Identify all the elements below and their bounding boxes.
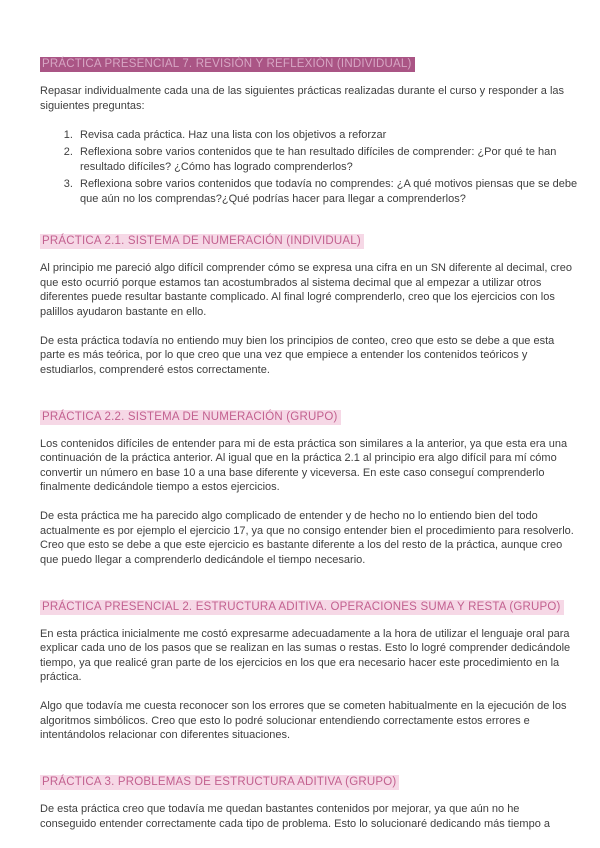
section-practica-2-2 xyxy=(40,392,578,568)
section-heading: PRÁCTICA 2.1. SISTEMA DE NUMERACIÓN (INDIVIDUAL) xyxy=(40,234,364,249)
paragraph: De esta práctica todavía no entiendo muy bien los principios de conteo, creo que esto se debe a que esta parte es más teórica, por lo que creo que una vez que empiece a entender los contenidos teóricos y estudiarlos, comprenderé estos correctamente. xyxy=(40,334,555,376)
paragraph: Al principio me pareció algo difícil comprender cómo se expresa una cifra en un SN diferente al decimal, creo que esto ocurrió porque estamos tan acostumbrados al sistema decimal que al empezar a utilizar otros diferentes puede resultar bastante complicado. Al final logré comprenderlo, creo que los ejercicios con los palillos ayudaron bastante en ello. xyxy=(40,262,572,318)
section-practica-presencial-2 xyxy=(40,582,578,743)
paragraph: Algo que todavía me cuesta reconocer son los errores que se cometen habitualmente en la ejecución de los algoritmos simbólicos. Creo que esto lo podré solucionar entendiendo correctamente estos errores e intentándolos relacionar con diferentes situaciones. xyxy=(40,700,567,741)
section-heading: PRÁCTICA 3. PROBLEMAS DE ESTRUCTURA ADITIVA (GRUPO) xyxy=(40,775,399,790)
section-heading: PRÁCTICA 2.2. SISTEMA DE NUMERACIÓN (GRUPO) xyxy=(40,410,341,425)
section-heading: PRÁCTICA PRESENCIAL 2. ESTRUCTURA ADITIVA. OPERACIONES SUMA Y RESTA (GRUPO) xyxy=(40,600,564,615)
paragraph: Repasar individualmente cada una de las siguientes prácticas realizadas durante el curso y responder a las siguientes preguntas: xyxy=(40,85,565,112)
section-practica-2-1 xyxy=(40,216,578,377)
paragraph: De esta práctica creo que todavía me quedan bastantes contenidos por mejorar, ya que aún no he conseguido entender correctamente cada tipo de problema. Esto lo solucionaré dedicando más tiempo a xyxy=(40,803,550,830)
list-item: 1. Revisa cada práctica. Haz una lista con los objetivos a reforzar xyxy=(76,128,578,143)
list-item: 2. Reflexiona sobre varios contenidos que te han resultado difíciles de comprender: ¿Por qué te han resultado difíciles? ¿Cómo has logrado comprenderlos? xyxy=(76,145,578,174)
list-item: 3. Reflexiona sobre varios contenidos que todavía no comprendes: ¿A qué motivos piensas que se debe que aún no los comprendas?¿Qué podrías hacer para llegar a comprenderlos? xyxy=(76,177,578,206)
paragraph: En esta práctica inicialmente me costó expresarme adecuadamente a la hora de utilizar el lenguaje oral para explicar cada uno de los pasos que se realizan en las sumas o restas. Esto lo logré comprender dedicándole tiempo, ya que realicé gran parte de los ejercicios en los que era necesario hacer este procedimiento en la práctica. xyxy=(40,627,571,683)
numbered-list xyxy=(40,128,578,207)
section-heading: PRÁCTICA PRESENCIAL 7. REVISIÓN Y REFLEXIÓN (INDIVIDUAL) xyxy=(40,57,415,72)
paragraph: De esta práctica me ha parecido algo complicado de entender y de hecho no lo entiendo bien del todo actualmente es por ejemplo el ejercicio 17, ya que no consigo entender bien el procedimiento para resolverlo. Creo que esto se debe a que este ejercicio es bastante diferente a los del resto de la práctica, aunque creo que puedo llegar a comprenderlo dedicándole el tiempo necesario. xyxy=(40,510,574,566)
paragraph: Los contenidos difíciles de entender para mi de esta práctica son similares a la anterior, ya que esta era una continuación de la práctica anterior. Al igual que en la práctica 2.1 al principio era algo difícil para mí cómo convertir un número en base 10 a una base diferente y viceversa. En este caso conseguí comprenderlo finalmente dedicándole tiempo a estos ejercicios. xyxy=(40,437,568,493)
section-practica-3 xyxy=(40,757,578,831)
section-practica-presencial-7 xyxy=(40,54,578,206)
